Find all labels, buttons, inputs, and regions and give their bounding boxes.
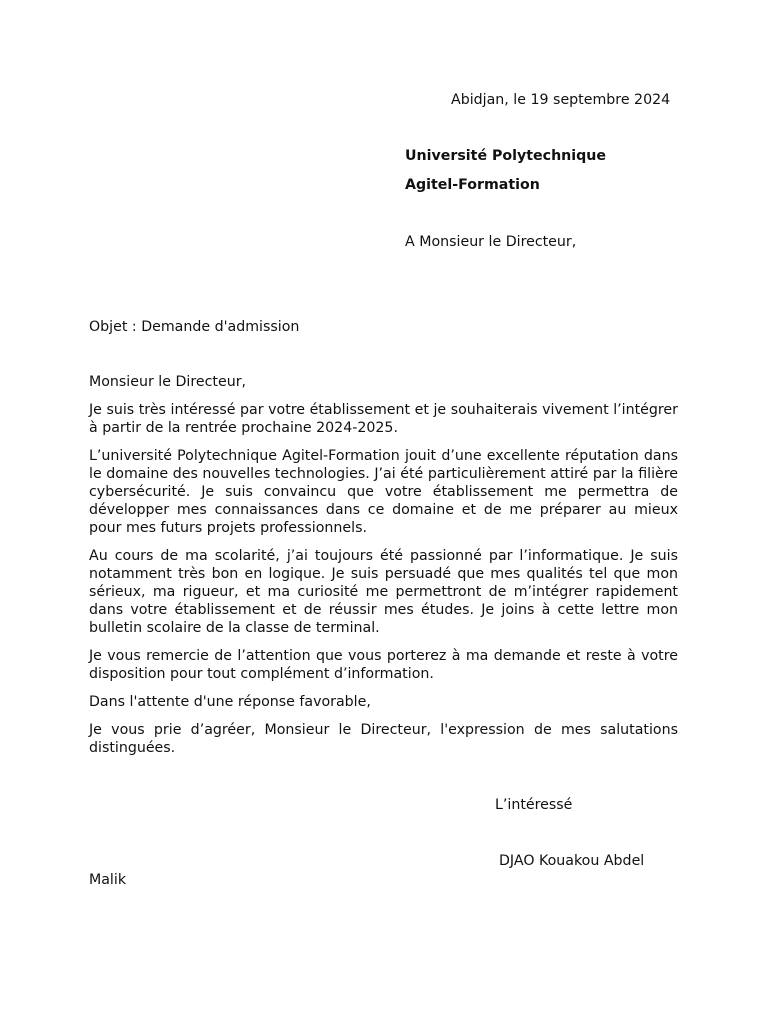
paragraph-qualities: Au cours de ma scolarité, j’ai toujours été passionné par l’informatique. Je suis notamment très bon en logique. Je suis persuadé que mes qualités tel que mon sérieux, ma rigueur, et ma curiosité me permettront de m’intégrer rapidement dans votre établissement et de réussir mes études. Je joins à cette lettre mon bulletin scolaire de la classe de terminal. xyxy=(89,548,678,636)
recipient-org-line2: Agitel-Formation xyxy=(405,177,540,193)
paragraph-waiting: Dans l'attente d'une réponse favorable, xyxy=(89,694,371,710)
recipient-org-line1: Université Polytechnique xyxy=(405,148,607,164)
paragraph-intro: Je suis très intéressé par votre établissement et je souhaiterais vivement l’intégrer à partir de la rentrée prochaine 2024-2025. xyxy=(89,402,678,436)
paragraph-closing: Je vous prie d’agréer, Monsieur le Directeur, l'expression de mes salutations distinguées. xyxy=(89,722,678,756)
date-line: Abidjan, le 19 septembre 2024 xyxy=(451,92,671,108)
signature-name-line2: Malik xyxy=(89,872,127,888)
recipient-addressee: A Monsieur le Directeur, xyxy=(405,234,577,250)
signature-name-line1: DJAO Kouakou Abdel xyxy=(499,853,645,869)
signature-label: L’intéressé xyxy=(495,797,573,813)
salutation: Monsieur le Directeur, xyxy=(89,374,247,390)
letter-body xyxy=(89,373,678,767)
paragraph-thanks: Je vous remercie de l’attention que vous porterez à ma demande et reste à votre disposition pour tout complément d’information. xyxy=(89,648,678,682)
paragraph-reputation: L’université Polytechnique Agitel-Formation jouit d’une excellente réputation dans le domaine des nouvelles technologies. J’ai été particulièrement attiré par la filière cybersécurité. Je suis convaincu que votre établissement me permettra de développer mes connaissances dans ce domaine et de me préparer au mieux pour mes futurs projets professionnels. xyxy=(89,448,678,536)
subject-line: Objet : Demande d'admission xyxy=(89,319,300,335)
